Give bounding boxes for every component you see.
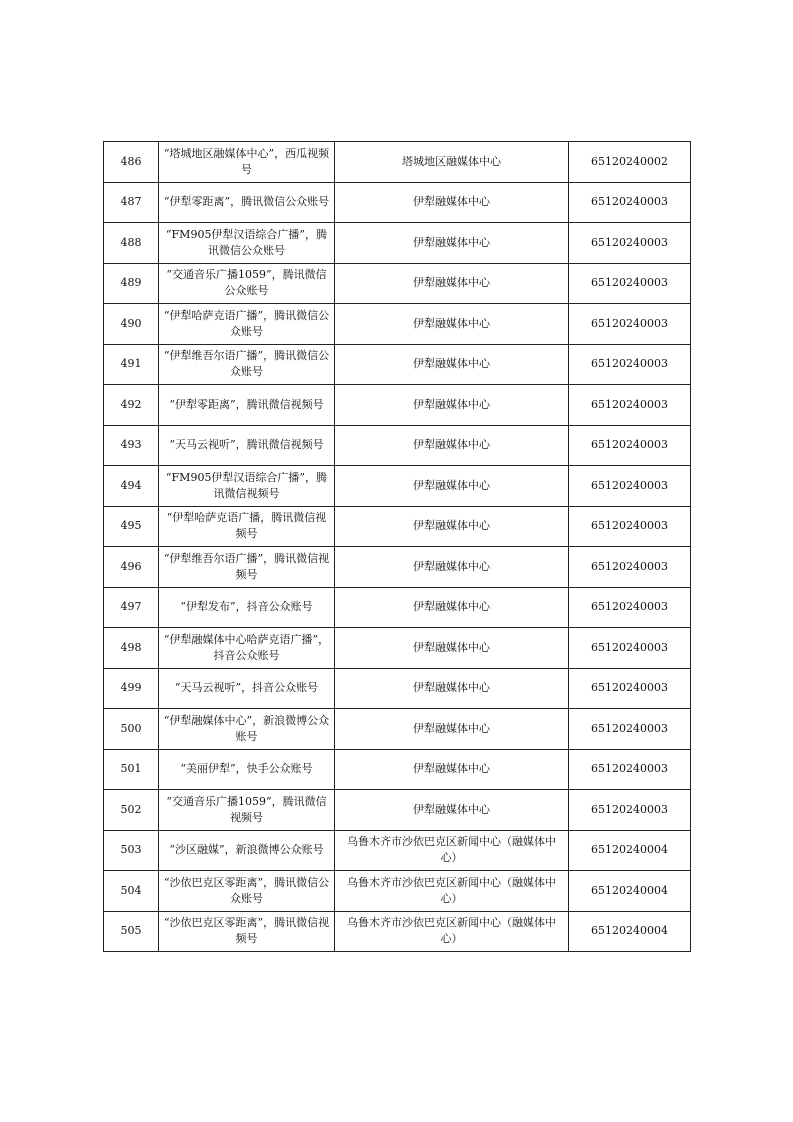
account-name: “伊犁零距离”，腾讯微信视频号 (159, 385, 335, 426)
table-row (104, 506, 691, 547)
row-number: 502 (104, 790, 159, 831)
row-number: 495 (104, 506, 159, 547)
license-code: 65120240004 (569, 911, 691, 952)
license-code: 65120240003 (569, 385, 691, 426)
organization: 伊犁融媒体中心 (335, 182, 569, 223)
organization: 伊犁融媒体中心 (335, 628, 569, 669)
row-number: 497 (104, 587, 159, 628)
account-name: “天马云视听”，抖音公众账号 (159, 668, 335, 709)
row-number: 491 (104, 344, 159, 385)
account-name: “伊犁零距离”，腾讯微信公众账号 (159, 182, 335, 223)
table-row (104, 871, 691, 912)
license-code: 65120240003 (569, 304, 691, 345)
account-name: “FM905伊犁汉语综合广播”，腾讯微信视频号 (159, 466, 335, 507)
account-name: “伊犁维吾尔语广播”，腾讯微信公众账号 (159, 344, 335, 385)
organization: 伊犁融媒体中心 (335, 263, 569, 304)
license-code: 65120240004 (569, 871, 691, 912)
table-body (104, 142, 691, 952)
row-number: 504 (104, 871, 159, 912)
organization: 伊犁融媒体中心 (335, 425, 569, 466)
organization: 伊犁融媒体中心 (335, 547, 569, 588)
account-name: “沙依巴克区零距离”，腾讯微信视频号 (159, 911, 335, 952)
organization: 伊犁融媒体中心 (335, 385, 569, 426)
account-name: “沙区融媒”，新浪微博公众账号 (159, 830, 335, 871)
account-name: “伊犁维吾尔语广播”，腾讯微信视频号 (159, 547, 335, 588)
table-row (104, 547, 691, 588)
table-row (104, 628, 691, 669)
license-code: 65120240003 (569, 668, 691, 709)
license-code: 65120240003 (569, 466, 691, 507)
license-code: 65120240003 (569, 749, 691, 790)
organization: 伊犁融媒体中心 (335, 790, 569, 831)
account-name: “天马云视听”，腾讯微信视频号 (159, 425, 335, 466)
row-number: 500 (104, 709, 159, 750)
table-row (104, 668, 691, 709)
organization: 伊犁融媒体中心 (335, 304, 569, 345)
organization: 乌鲁木齐市沙依巴克区新闻中心（融媒体中心） (335, 911, 569, 952)
table-row (104, 304, 691, 345)
organization: 伊犁融媒体中心 (335, 749, 569, 790)
table-row (104, 911, 691, 952)
organization: 伊犁融媒体中心 (335, 587, 569, 628)
account-name: “FM905伊犁汉语综合广播”，腾讯微信公众账号 (159, 223, 335, 264)
organization: 伊犁融媒体中心 (335, 668, 569, 709)
organization: 塔城地区融媒体中心 (335, 142, 569, 183)
account-name: “交通音乐广播1059”，腾讯微信公众账号 (159, 263, 335, 304)
organization: 乌鲁木齐市沙依巴克区新闻中心（融媒体中心） (335, 830, 569, 871)
table-row (104, 749, 691, 790)
account-name: “伊犁哈萨克语广播，腾讯微信视频号 (159, 506, 335, 547)
table-row (104, 709, 691, 750)
account-name: “伊犁融媒体中心哈萨克语广播”，抖音公众账号 (159, 628, 335, 669)
license-code: 65120240003 (569, 587, 691, 628)
license-code: 65120240003 (569, 223, 691, 264)
organization: 伊犁融媒体中心 (335, 344, 569, 385)
license-code: 65120240002 (569, 142, 691, 183)
row-number: 496 (104, 547, 159, 588)
license-code: 65120240003 (569, 344, 691, 385)
license-code: 65120240003 (569, 182, 691, 223)
table-row (104, 587, 691, 628)
row-number: 492 (104, 385, 159, 426)
row-number: 505 (104, 911, 159, 952)
license-code: 65120240003 (569, 790, 691, 831)
row-number: 493 (104, 425, 159, 466)
account-name: “美丽伊犁”，快手公众账号 (159, 749, 335, 790)
row-number: 494 (104, 466, 159, 507)
license-code: 65120240003 (569, 709, 691, 750)
account-name: “塔城地区融媒体中心”，西瓜视频号 (159, 142, 335, 183)
row-number: 503 (104, 830, 159, 871)
organization: 伊犁融媒体中心 (335, 709, 569, 750)
organization: 伊犁融媒体中心 (335, 466, 569, 507)
row-number: 498 (104, 628, 159, 669)
row-number: 488 (104, 223, 159, 264)
row-number: 490 (104, 304, 159, 345)
table-row (104, 385, 691, 426)
row-number: 489 (104, 263, 159, 304)
organization: 伊犁融媒体中心 (335, 506, 569, 547)
account-name: “交通音乐广播1059”，腾讯微信视频号 (159, 790, 335, 831)
table-row (104, 142, 691, 183)
license-code: 65120240003 (569, 547, 691, 588)
table-row (104, 830, 691, 871)
license-code: 65120240003 (569, 506, 691, 547)
table-row (104, 790, 691, 831)
table-row (104, 344, 691, 385)
account-name: “沙依巴克区零距离”，腾讯微信公众账号 (159, 871, 335, 912)
table-row (104, 263, 691, 304)
account-name: “伊犁融媒体中心”，新浪微博公众账号 (159, 709, 335, 750)
table-row (104, 223, 691, 264)
license-code: 65120240004 (569, 830, 691, 871)
broadcast-registry-table (103, 141, 691, 952)
account-name: “伊犁发布”，抖音公众账号 (159, 587, 335, 628)
row-number: 486 (104, 142, 159, 183)
row-number: 501 (104, 749, 159, 790)
table-row (104, 425, 691, 466)
license-code: 65120240003 (569, 263, 691, 304)
account-name: “伊犁哈萨克语广播”，腾讯微信公众账号 (159, 304, 335, 345)
table-row (104, 466, 691, 507)
license-code: 65120240003 (569, 425, 691, 466)
row-number: 487 (104, 182, 159, 223)
organization: 伊犁融媒体中心 (335, 223, 569, 264)
organization: 乌鲁木齐市沙依巴克区新闻中心（融媒体中心） (335, 871, 569, 912)
row-number: 499 (104, 668, 159, 709)
license-code: 65120240003 (569, 628, 691, 669)
table-row (104, 182, 691, 223)
